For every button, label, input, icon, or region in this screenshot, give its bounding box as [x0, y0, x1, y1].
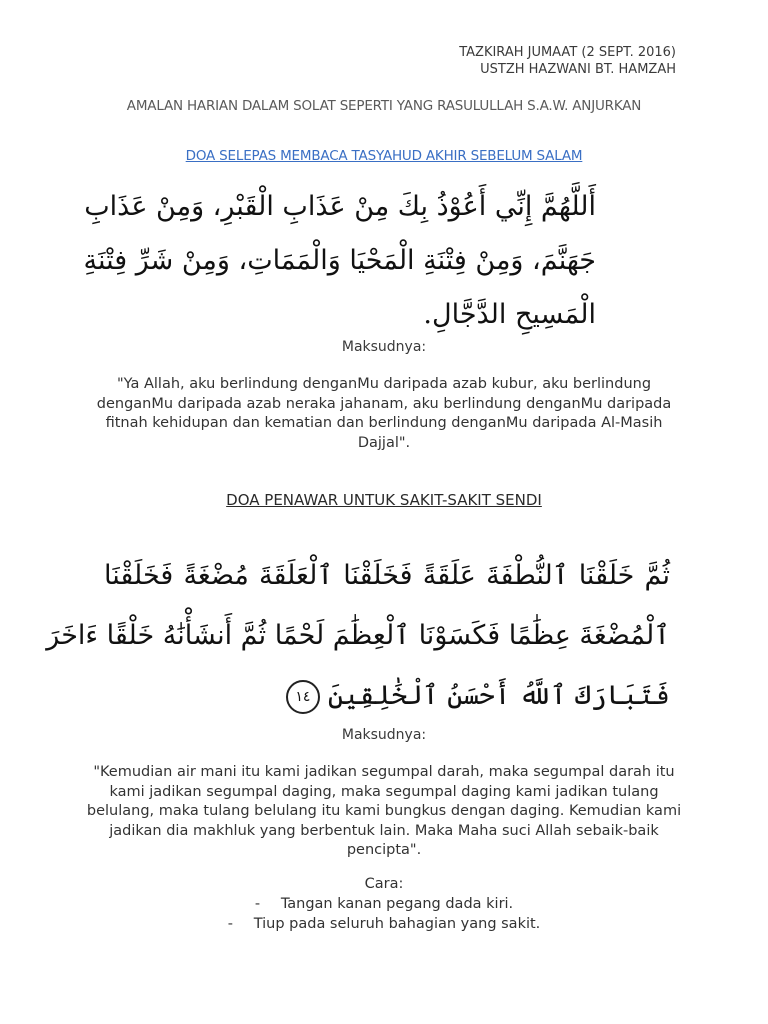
- header-date-line: TAZKIRAH JUMAAT (2 SEPT. 2016): [459, 45, 676, 60]
- section1-arabic-line-1: أَللَّهُمَّ إِنِّي أَعُوْذُ بِكَ مِنْ عَذَابِ الْقَبْرِ، وَمِنْ عَذَابِ: [84, 191, 596, 222]
- list-bullet-icon: -: [254, 896, 261, 912]
- section2-arabic-line-3: [104, 666, 670, 726]
- method-list-item: [0, 895, 768, 915]
- section1-heading: DOA SELEPAS MEMBACA TASYAHUD AKHIR SEBELUM SALAM: [185, 148, 583, 164]
- list-bullet-icon: -: [227, 915, 233, 932]
- section1-translation: "Ya Allah, aku berlindung denganMu daripada azab kubur, aku berlindung denganMu daripada azab neraka jahanam, aku berlindung denganMu daripada fitnah kehidupan dan kematian dan berlindung denganMu daripada Al-Masih Dajjal".: [96, 376, 672, 451]
- ayah-number-icon: ١٤: [286, 680, 320, 714]
- section1-arabic-line-3: الْمَسِيحِ الدَّجَّالِ.: [423, 299, 596, 330]
- method-list: [0, 895, 768, 934]
- method-label: Cara:: [364, 876, 404, 892]
- section2-arabic-text: [46, 546, 670, 726]
- method-item-text: Tangan kanan pegang dada kiri.: [280, 896, 514, 912]
- section2-heading: DOA PENAWAR UNTUK SAKIT-SAKIT SENDI: [226, 491, 542, 509]
- document-title: AMALAN HARIAN DALAM SOLAT SEPERTI YANG RASULULLAH S.A.W. ANJURKAN: [126, 98, 642, 114]
- section2-arabic-line-2: ٱلْمُضْغَةَ عِظَٰمًا فَكَسَوْنَا ٱلْعِظَٰمَ لَحْمًا ثُمَّ أَنشَأْنَٰهُ خَلْقًا ءَاخَرَ: [46, 620, 670, 651]
- section2-arabic-line-1: ثُمَّ خَلَقْنَا ٱلنُّطْفَةَ عَلَقَةً فَخَلَقْنَا ٱلْعَلَقَةَ مُضْغَةً فَخَلَقْنَا: [104, 560, 670, 591]
- method-item-text: Tiup pada seluruh bahagian yang sakit.: [253, 915, 541, 932]
- section2-arabic-line-3-text: فَتَبَارَكَ ٱللَّهُ أَحْسَنُ ٱلْخَٰلِقِينَ: [327, 680, 670, 711]
- section2-translation: "Kemudian air mani itu kami jadikan segumpal darah, maka segumpal darah itu kami jadikan segumpal daging, maka segumpal daging kami jadikan tulang belulang, maka tulang belulang itu kami bungkus dengan daging. Kemudian kami jadikan dia makhluk yang berbentuk lain. Maka Maha suci Allah sebaik-baik pencipta".: [86, 764, 682, 858]
- section1-arabic-text: [83, 180, 596, 342]
- method-list-item: [0, 915, 768, 935]
- document-header: [459, 44, 676, 78]
- section2-meaning-label: Maksudnya:: [341, 727, 427, 743]
- section1-arabic-line-2: جَهَنَّمَ، وَمِنْ فِتْنَةِ الْمَحْيَا وَالْمَمَاتِ، وَمِنْ شَرِّ فِتْنَةِ: [83, 245, 596, 276]
- header-author-line: USTZH HAZWANI BT. HAMZAH: [480, 62, 676, 77]
- section1-meaning-label: Maksudnya:: [341, 339, 427, 355]
